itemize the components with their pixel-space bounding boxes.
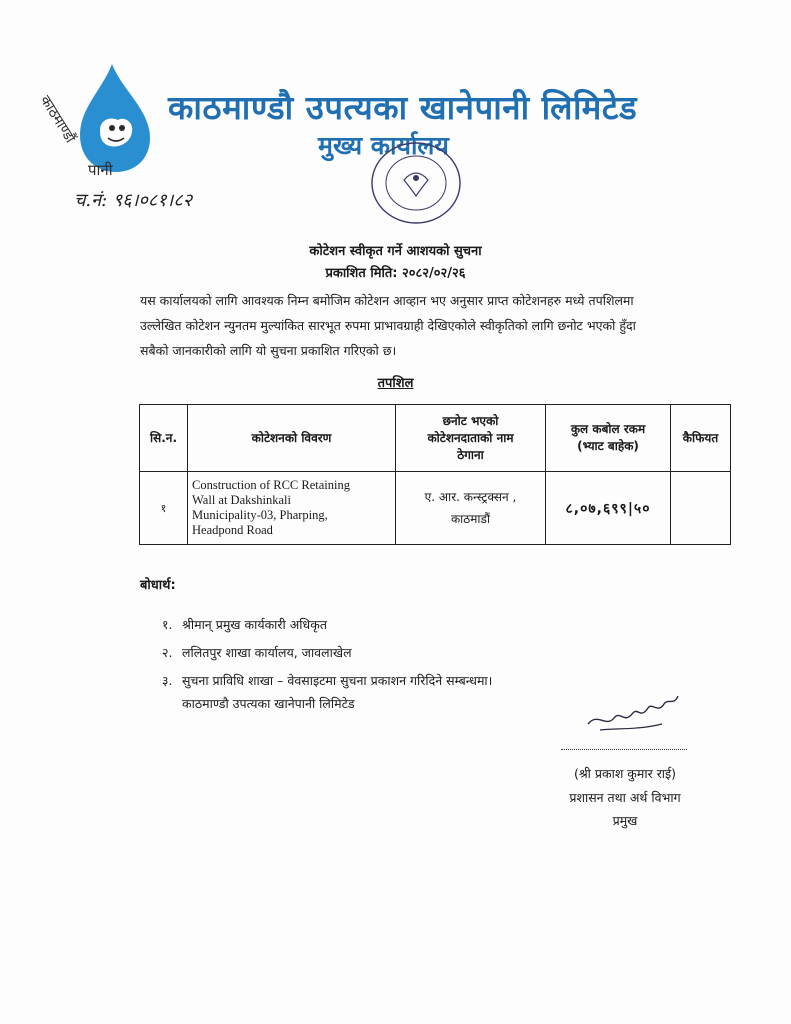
cell-selected-bidder [396, 472, 546, 545]
cc-item-text: सुचना प्राविधि शाखा – वेवसाइटमा सुचना प्रकाशन गरिदिने सम्बन्धमा। [182, 673, 493, 688]
header-description: कोटेशनको विवरण [188, 405, 396, 472]
header-selected-line: ठेगाना [457, 447, 484, 462]
schedule-heading: तपशिल [377, 376, 414, 391]
header-amount-line: (भ्याट बाहेक) [577, 439, 639, 453]
cc-item-text: ललितपुर शाखा कार्यालय, जावलाखेल [182, 645, 352, 660]
signatory-position: प्रमुख [612, 813, 638, 828]
bidder-name: ए. आर. कन्स्ट्रक्सन , [424, 490, 517, 504]
logo-curved-text: काठमाण्डौं [36, 93, 79, 146]
notice-body-line: उल्लेखित कोटेशन न्युनतम मुल्यांकित सारभूत रुपमा प्राभावग्राही देखिएकोले स्वीकृतिको लागि छनोट भएको हुँदा [140, 318, 636, 333]
bidder-address: काठमाडौं [450, 512, 491, 526]
signature-line [561, 749, 687, 750]
office-seal-stamp [368, 140, 464, 226]
cell-description [188, 472, 396, 545]
cc-item-number: ३. [162, 673, 173, 688]
cc-item-number: २. [162, 645, 173, 660]
cell-sn: १ [140, 472, 188, 545]
reference-number-handwritten: च.नं: ९६।०८१।८२ [74, 190, 193, 211]
logo-water-text: पानी [88, 161, 113, 179]
header-selected-line: छनोट भएको [442, 413, 499, 428]
table-header-row [140, 405, 731, 472]
handwritten-signature [578, 684, 688, 742]
cc-heading: बोधार्थ: [140, 578, 176, 593]
description-line: Construction of RCC Retaining [192, 478, 350, 492]
cell-amount: ८,०७,६९९|५० [546, 472, 671, 545]
description-line: Headpond Road [192, 523, 273, 537]
header-selected-line: कोटेशनदाताको नाम [427, 430, 514, 445]
header-remarks: कैफियत [671, 405, 731, 472]
notice-body-line: यस कार्यालयको लागि आवश्यक निम्न बमोजिम कोटेशन आव्हान भए अनुसार प्राप्त कोटेशनहरु मध्ये तपशिलमा [140, 293, 634, 308]
notice-title: कोटेशन स्वीकृत गर्ने आशयको सुचना [309, 244, 482, 259]
organization-name: काठमाण्डौ उपत्यका खानेपानी लिमिटेड [168, 88, 638, 127]
description-line: Municipality-03, Pharping, [192, 508, 328, 522]
notice-body [140, 288, 700, 363]
signatory-name: (श्री प्रकाश कुमार राई) [573, 766, 677, 781]
signatory-department: प्रशासन तथा अर्थ विभाग [569, 790, 681, 805]
quotation-table [139, 404, 731, 545]
notice-body-line: सबैको जानकारीको लागि यो सुचना प्रकाशित गरिएको छ। [140, 343, 397, 358]
cc-item-number: १. [162, 617, 173, 632]
header-amount [546, 405, 671, 472]
description-line: Wall at Dakshinkali [192, 493, 291, 507]
published-date: प्रकाशित मिति: २०८२/०२/२६ [325, 266, 466, 281]
cell-remarks [671, 472, 731, 545]
office-name: मुख्य कार्यालय [318, 131, 449, 160]
header-sn: सि.न. [140, 405, 188, 472]
cc-item-text: श्रीमान् प्रमुख कार्यकारी अधिकृत [182, 617, 327, 632]
table-row [140, 472, 731, 545]
header-selected-bidder [396, 405, 546, 472]
cc-item-text-continued: काठमाण्डौ उपत्यका खानेपानी लिमिटेड [182, 696, 355, 711]
header-amount-line: कुल कबोल रकम [570, 422, 646, 436]
